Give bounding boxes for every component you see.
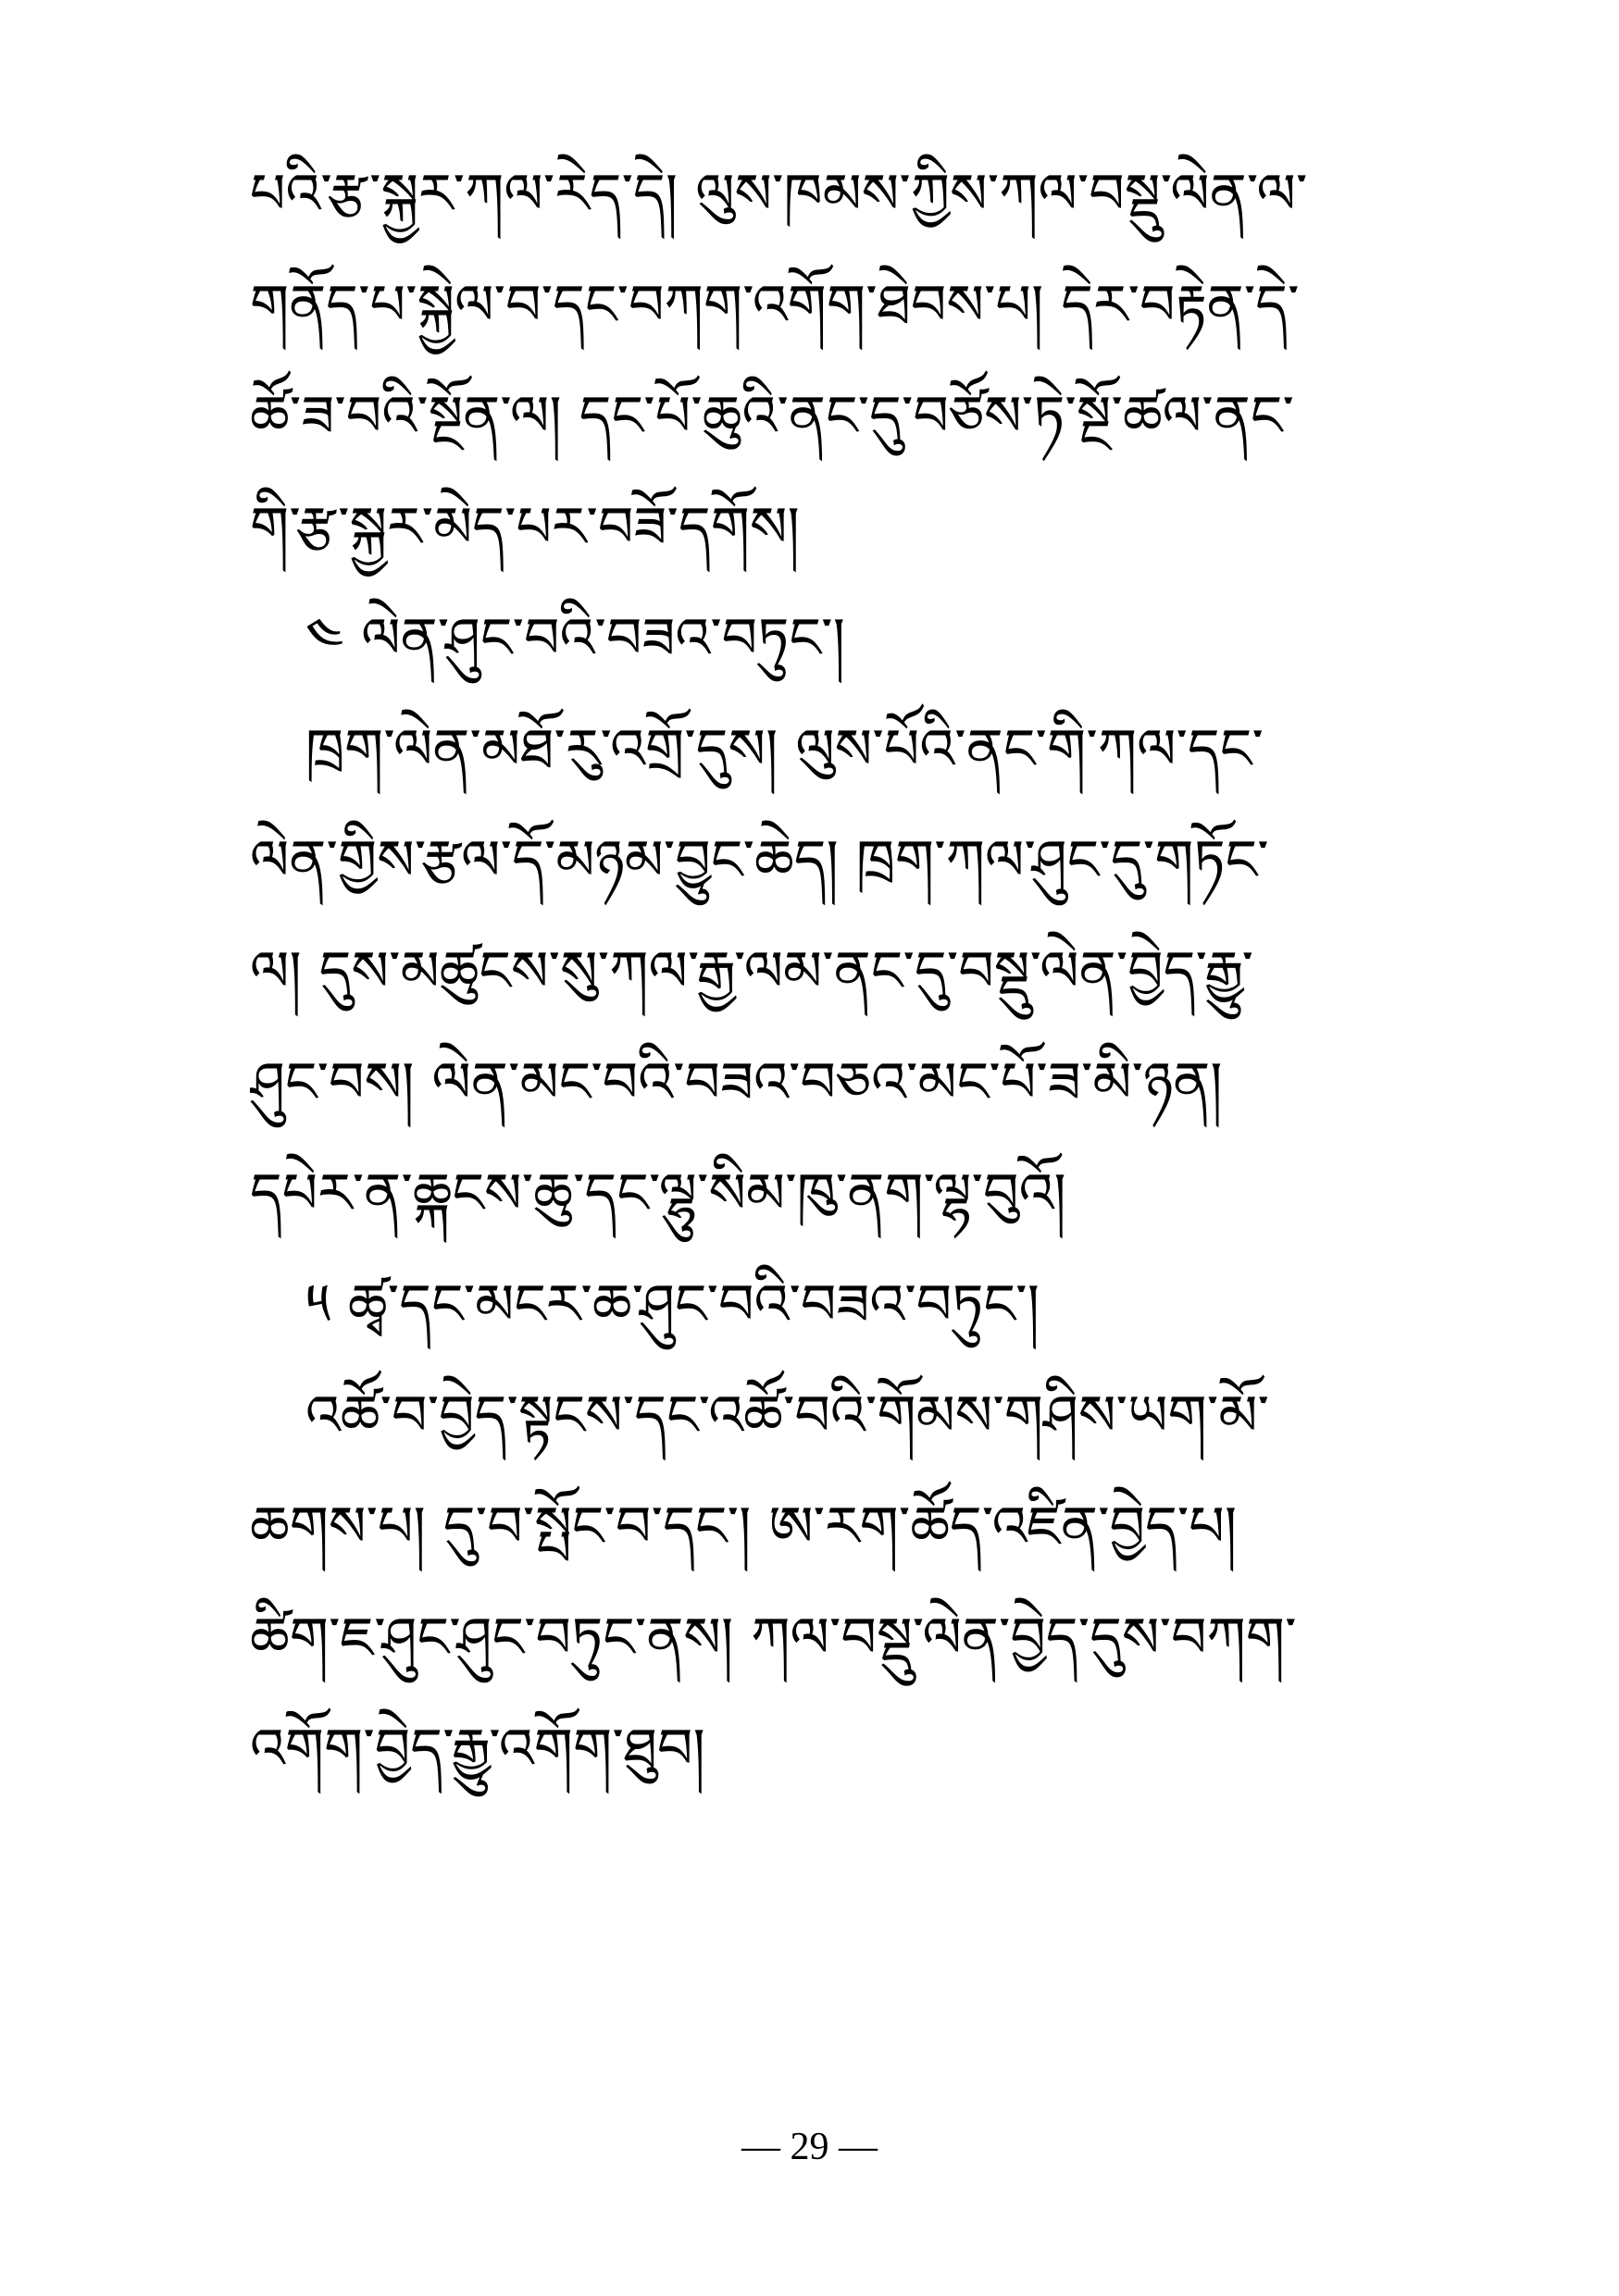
text-line: གནོད་པ་སྐྱེལ་བ་དང་བཀག་འགོག་ཐེབས་པ། དེར་བརྟེན་དེ་: [250, 273, 1300, 338]
page-number: — 29 —: [741, 2126, 878, 2168]
text-line: དཔེར་ན་ཆྐངས་ཆུ་དང་ལྷུ་སིམ་ཁུ་ནག་ལྷ་བུའོ།: [250, 1161, 1066, 1226]
text-line: ཁྲག་ལེན་མཐོ་རུ་འགྲོ་དུས། ལུས་པོའི་ནང་གི་ཀལ་དང་: [305, 717, 1264, 782]
text-line: གི་རྩ་སྐྱར་མེད་པར་བཟོ་དགོས།: [250, 495, 800, 560]
text-line: ལ། དུས་མཚུངས་སུ་ཀལ་རྒྱ་ལམ་ནང་དུ་བསྡུ་ལེན་བྱེད་རྒྱུ་: [250, 939, 1254, 1004]
section-heading: ༥ ཚྭ་དང་མངར་ཆ་ཤུང་བའི་བཟའ་བཏུང་།: [305, 1272, 1040, 1337]
text-line: ཆགས་པ། དུ་བ་སྤོང་བ་དང་། ཨ་རག་ཚོད་འཛིན་བྱེད་པ།: [250, 1495, 1238, 1559]
text-line: ཚིག་ཇ་ཤུང་ཤུང་བཏུང་ནས། ཀལ་བསྡུ་ལེན་བྱེད་དུས་བཀག་: [250, 1606, 1297, 1670]
text-line: ལེན་གྱིས་རྩལ་དོ་མཉམ་བྱུང་ཆེད། ཁྲག་ཀལ་ཤུང་དུ་གཏོང་: [250, 828, 1269, 893]
text-line: འཚོ་བ་བྱེད་སྟངས་དང་འཚོ་བའི་གོམས་གཤིས་ཡག་མོ་: [305, 1384, 1270, 1448]
text-line: ཚོ་ཟ་བའི་སྔོན་ལ། དང་པོ་ཆུའི་ནང་དུ་བཙོས་ཏེ་སྔོ་ཚལ་ནང་: [250, 384, 1294, 449]
section-heading: ༤ ལེན་ཤུང་བའི་བཟའ་བཏུང་།: [305, 606, 845, 671]
text-line: པའི་རྩ་སྐྱར་ཀལ་རེད་དེ། ལུས་ཁམས་ཀྱིས་ཀལ་བསྡུ་ལེན་ལ་: [250, 162, 1308, 227]
text-line: ཤུང་བས། ལེན་མང་བའི་བཟའ་བཅའ་མང་པོ་ཟ་མི་ཉན།: [250, 1050, 1223, 1115]
text-line: འགོག་བྱེད་རྒྱུ་འགོག་ཐུབ།: [250, 1717, 705, 1781]
